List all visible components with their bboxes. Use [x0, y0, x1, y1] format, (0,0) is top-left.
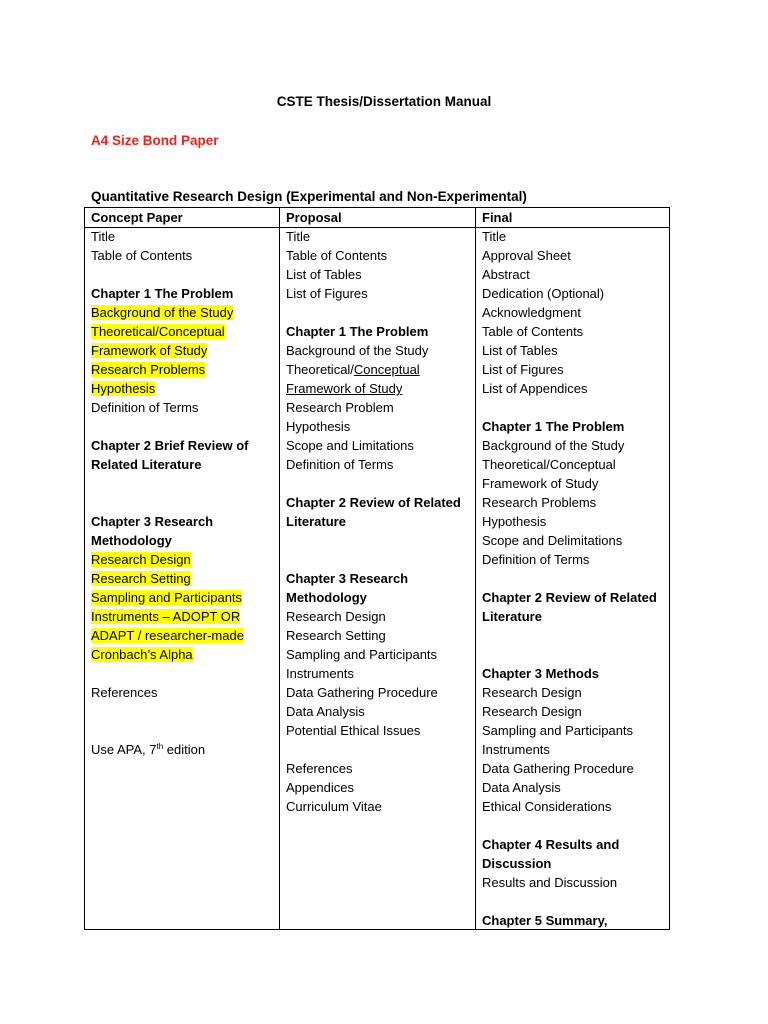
underlined-text: Framework of Study	[286, 381, 403, 396]
column-header-concept-paper: Concept Paper	[91, 210, 183, 225]
list-item: Title	[91, 229, 116, 244]
list-item: Potential Ethical Issues	[286, 723, 421, 738]
list-item: Appendices	[286, 780, 354, 795]
column-header-proposal: Proposal	[286, 210, 342, 225]
spacer	[286, 550, 475, 569]
document-title: CSTE Thesis/Dissertation Manual	[276, 94, 492, 109]
list-item: References	[91, 685, 158, 700]
chapter-heading: Methodology	[286, 590, 367, 605]
list-item: Background of the Study	[482, 438, 625, 453]
list-item: Approval Sheet	[482, 248, 571, 263]
list-item: List of Figures	[286, 286, 368, 301]
concept-paper-column	[85, 208, 280, 929]
final-column	[476, 208, 669, 929]
spacer	[91, 702, 279, 721]
column-header-final: Final	[482, 210, 513, 225]
list-item: Abstract	[482, 267, 530, 282]
spacer	[482, 398, 669, 417]
list-item: List of Tables	[482, 343, 558, 358]
apa-superscript: th	[156, 742, 164, 751]
highlighted-item: ADAPT / researcher-made	[91, 628, 244, 643]
highlighted-item: Research Design	[91, 552, 191, 567]
highlighted-item: Background of the Study	[91, 305, 234, 320]
list-item: Data Analysis	[482, 780, 561, 795]
list-item: Dedication (Optional)	[482, 286, 605, 301]
list-item: Hypothesis	[482, 514, 547, 529]
chapter-heading: Discussion	[482, 856, 552, 871]
list-item: Table of Contents	[286, 248, 388, 263]
list-item: Instruments	[482, 742, 550, 757]
list-item: Sampling and Participants	[482, 723, 634, 738]
highlighted-item: Sampling and Participants	[91, 590, 243, 605]
list-item: List of Appendices	[482, 381, 588, 396]
list-item: Sampling and Participants	[286, 647, 438, 662]
list-item: Data Gathering Procedure	[286, 685, 438, 700]
list-item: Research Design	[482, 685, 582, 700]
list-item: Scope and Limitations	[286, 438, 414, 453]
list-item: Acknowledgment	[482, 305, 581, 320]
list-item: Research Design	[286, 609, 386, 624]
apa-text: Use APA, 7	[91, 742, 157, 757]
spacer	[482, 569, 669, 588]
chapter-heading: Chapter 3 Research	[286, 571, 409, 586]
highlighted-item: Research Problems	[91, 362, 206, 377]
paper-size-note: A4 Size Bond Paper	[91, 133, 219, 148]
highlighted-item: Hypothesis	[91, 381, 156, 396]
chapter-heading: Chapter 2 Review of Related	[482, 590, 657, 605]
list-item: Results and Discussion	[482, 875, 618, 890]
list-item	[286, 360, 475, 379]
spacer	[91, 493, 279, 512]
list-item-text: Theoretical/	[286, 362, 354, 377]
chapter-heading: Chapter 3 Methods	[482, 666, 600, 681]
list-item: List of Tables	[286, 267, 362, 282]
spacer	[482, 645, 669, 664]
highlighted-item: Framework of Study	[91, 343, 208, 358]
list-item: Instruments	[286, 666, 354, 681]
chapter-heading: Chapter 1 The Problem	[482, 419, 625, 434]
list-item: Research Problem	[286, 400, 394, 415]
requirements-table	[84, 207, 670, 930]
list-item: Definition of Terms	[482, 552, 590, 567]
spacer	[286, 303, 475, 322]
list-item: Ethical Considerations	[482, 799, 612, 814]
list-item: Research Problems	[482, 495, 597, 510]
chapter-heading: Chapter 3 Research	[91, 514, 214, 529]
proposal-column	[280, 208, 476, 929]
list-item: Data Analysis	[286, 704, 365, 719]
spacer	[91, 417, 279, 436]
spacer	[91, 474, 279, 493]
list-item: Hypothesis	[286, 419, 351, 434]
apa-text-end: edition	[163, 742, 206, 757]
underlined-text: Conceptual	[353, 362, 420, 377]
list-item: Research Setting	[286, 628, 386, 643]
list-item: Title	[286, 229, 311, 244]
list-item: Scope and Delimitations	[482, 533, 623, 548]
highlighted-item: Research Setting	[91, 571, 191, 586]
chapter-heading: Methodology	[91, 533, 172, 548]
list-item: Framework of Study	[482, 476, 599, 491]
apa-note	[91, 740, 279, 759]
spacer	[482, 892, 669, 911]
chapter-heading: Chapter 1 The Problem	[286, 324, 429, 339]
highlighted-item: Theoretical/Conceptual	[91, 324, 225, 339]
chapter-heading: Literature	[286, 514, 346, 529]
chapter-heading: Chapter 2 Brief Review of	[91, 438, 249, 453]
chapter-heading: Related Literature	[91, 457, 202, 472]
list-item: Research Design	[482, 704, 582, 719]
spacer	[91, 721, 279, 740]
chapter-heading: Chapter 4 Results and	[482, 837, 620, 852]
chapter-heading: Chapter 2 Review of Related	[286, 495, 461, 510]
list-item: References	[286, 761, 353, 776]
list-item: Theoretical/Conceptual	[482, 457, 616, 472]
spacer	[482, 626, 669, 645]
highlighted-item: Cronbach’s Alpha	[91, 647, 193, 662]
list-item: Table of Contents	[482, 324, 584, 339]
spacer	[91, 664, 279, 683]
list-item: List of Figures	[482, 362, 564, 377]
chapter-heading: Chapter 5 Summary,	[482, 913, 608, 928]
list-item: Definition of Terms	[91, 400, 199, 415]
spacer	[286, 740, 475, 759]
chapter-heading: Chapter 1 The Problem	[91, 286, 234, 301]
list-item: Table of Contents	[91, 248, 193, 263]
list-item: Data Gathering Procedure	[482, 761, 634, 776]
table-caption: Quantitative Research Design (Experimental and Non-Experimental)	[91, 189, 527, 204]
spacer	[286, 531, 475, 550]
list-item: Curriculum Vitae	[286, 799, 382, 814]
spacer	[286, 474, 475, 493]
list-item: Background of the Study	[286, 343, 429, 358]
spacer	[482, 816, 669, 835]
list-item: Title	[482, 229, 507, 244]
spacer	[91, 265, 279, 284]
chapter-heading: Literature	[482, 609, 542, 624]
highlighted-item: Instruments – ADOPT OR	[91, 609, 241, 624]
list-item: Definition of Terms	[286, 457, 394, 472]
